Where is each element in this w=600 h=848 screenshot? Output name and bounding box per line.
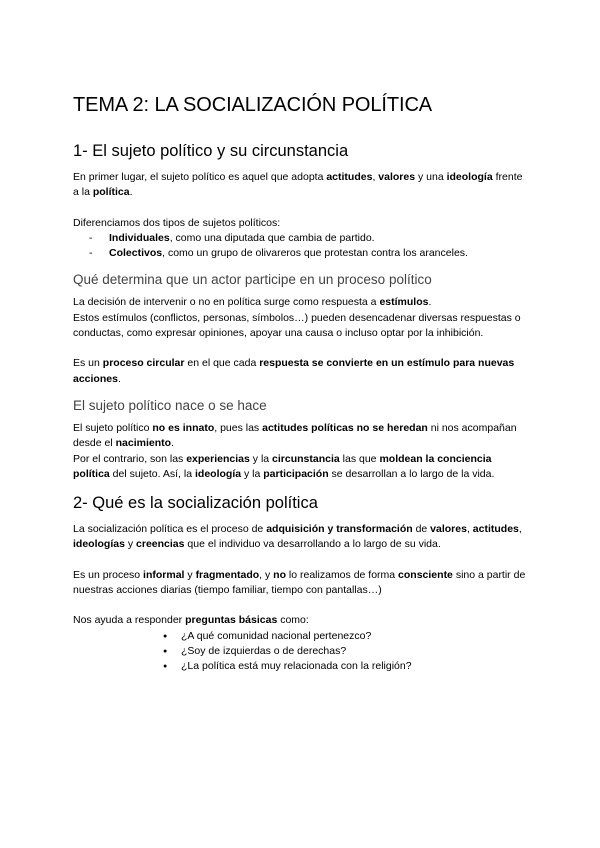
section-1b-heading: El sujeto político nace o se hace bbox=[73, 397, 267, 413]
list-item: - Colectivos, como un grupo de olivareros que protestan contra los aranceles. bbox=[89, 246, 528, 261]
s1-paragraph-2: Diferenciamos dos tipos de sujetos políticos: bbox=[73, 216, 281, 229]
s2-paragraph-2: Es un proceso informal y fragmentado, y no lo realizamos de forma consciente sino a partir de nuestras acciones diarias (tiempo familiar, tiempo con pantallas…) bbox=[73, 568, 526, 597]
list-item: ● ¿Soy de izquierdas o de derechas? bbox=[163, 644, 528, 659]
s1b-paragraph-2: Por el contrario, son las experiencias y la circunstancia las que moldean la conciencia política del sujeto. Así, la ideología y la participación se desarrollan a lo largo de la vida. bbox=[73, 452, 495, 480]
questions-list bbox=[73, 629, 528, 675]
section-1-heading: 1- El sujeto político y su circunstancia bbox=[73, 142, 349, 160]
list-item: - Individuales, como una diputada que cambia de partido. bbox=[89, 231, 528, 246]
subject-types-list bbox=[73, 231, 528, 262]
s1a-paragraph-2: Estos estímulos (conflictos, personas, símbolos…) pueden desencadenar diversas respuestas o conductas, como expresar opiniones, apoyar una causa o incluso optar por la inhibición. bbox=[73, 311, 521, 340]
list-item: ● ¿La política está muy relacionada con la religión? bbox=[163, 659, 528, 674]
section-1a-heading: Qué determina que un actor participe en un proceso político bbox=[73, 272, 432, 288]
document-page bbox=[73, 92, 528, 675]
section-2-heading: 2- Qué es la socialización política bbox=[73, 494, 318, 513]
s1a-paragraph-3: Es un proceso circular en el que cada respuesta se convierte en un estímulo para nuevas acciones. bbox=[73, 357, 515, 385]
s2-paragraph-3: Nos ayuda a responder preguntas básicas como: bbox=[73, 614, 309, 627]
s1-paragraph-1: En primer lugar, el sujeto político es aquel que adopta actitudes, valores y una ideología frente a la política. bbox=[73, 171, 523, 199]
document-title: TEMA 2: LA SOCIALIZACIÓN POLÍTICA bbox=[73, 94, 433, 116]
s2-paragraph-1: La socialización política es el proceso de adquisición y transformación de valores, actitudes, ideologías y creencias que el individuo va desarrollando a lo largo de su vida. bbox=[73, 523, 522, 551]
s1b-paragraph-1: El sujeto político no es innato, pues las actitudes políticas no se heredan ni nos acompañan desde el nacimiento. bbox=[73, 421, 517, 450]
list-item: ● ¿A qué comunidad nacional pertenezco? bbox=[163, 629, 528, 644]
s1a-paragraph-1: La decisión de intervenir o no en política surge como respuesta a estímulos. bbox=[73, 296, 432, 309]
